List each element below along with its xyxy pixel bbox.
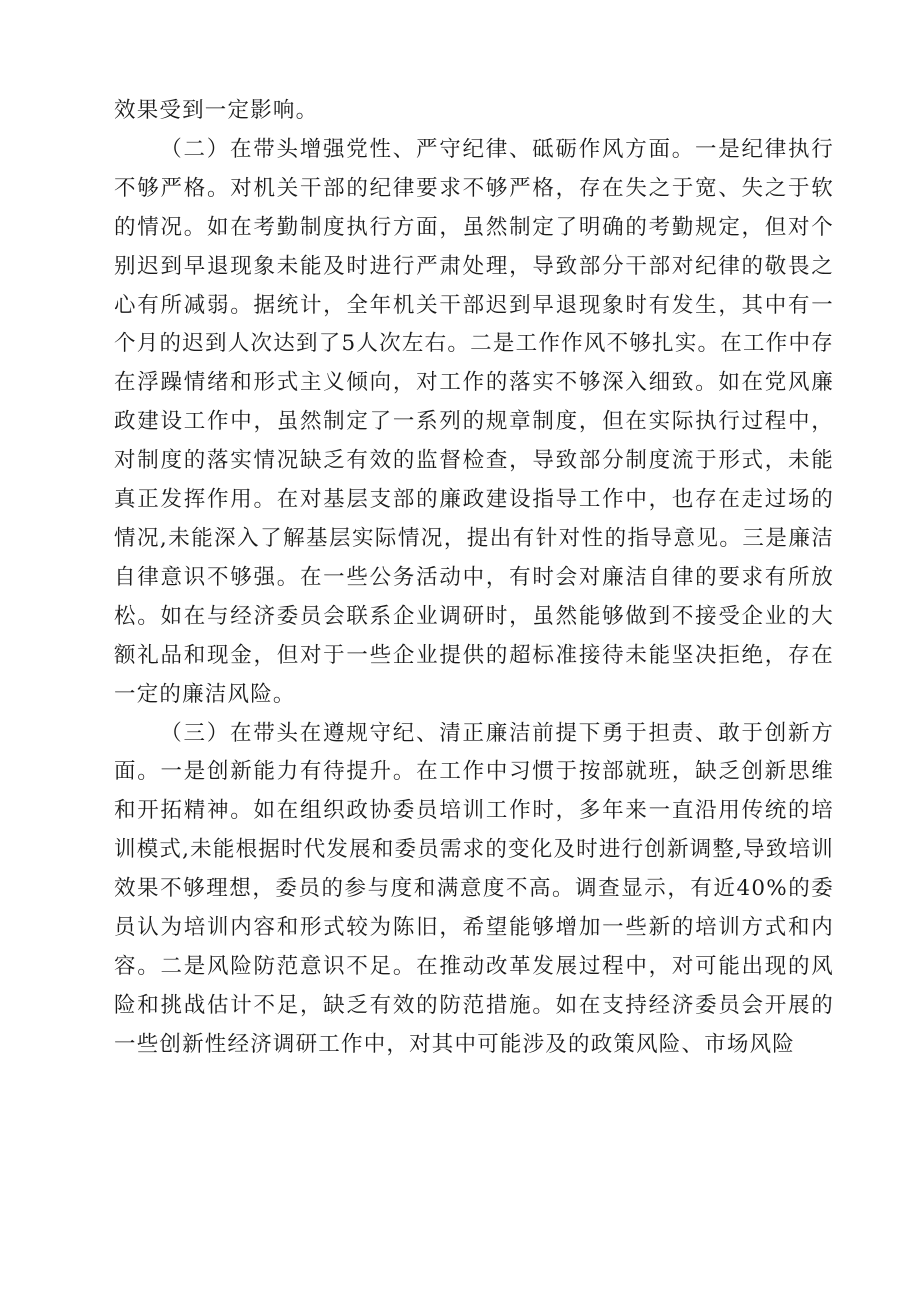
paragraph-section-two: （二）在带头增强党性、严守纪律、砥砺作风方面。一是纪律执行不够严格。对机关干部的纪律要求不够严格，存在失之于宽、失之于软的情况。如在考勤制度执行方面，虽然制定了明确的考勤规定，但对个别迟到早退现象未能及时进行严肃处理，导致部分干部对纪律的敬畏之心有所减弱。据统计，全年机关干部迟到早退现象时有发生，其中有一个月的迟到人次达到了5人次左右。二是工作作风不够扎实。在工作中存在浮躁情绪和形式主义倾向，对工作的落实不够深入细致。如在党风廉政建设工作中，虽然制定了一系列的规章制度，但在实际执行过程中，对制度的落实情况缺乏有效的监督检查，导致部分制度流于形式，未能真正发挥作用。在对基层支部的廉政建设指导工作中，也存在走过场的情况,未能深入了解基层实际情况，提出有针对性的指导意见。三是廉洁自律意识不够强。在一些公务活动中，有时会对廉洁自律的要求有所放松。如在与经济委员会联系企业调研时，虽然能够做到不接受企业的大额礼品和现金，但对于一些企业提供的超标准接待未能坚决拒绝，存在一定的廉洁风险。 [114, 136, 834, 707]
paragraph-section-three: （三）在带头在遵规守纪、清正廉洁前提下勇于担责、敢于创新方面。一是创新能力有待提升。在工作中习惯于按部就班，缺乏创新思维和开拓精神。如在组织政协委员培训工作时，多年来一直沿用传统的培训模式,未能根据时代发展和委员需求的变化及时进行创新调整,导致培训效果不够理想，委员的参与度和满意度不高。调查显示，有近40%的委员认为培训内容和形式较为陈旧，希望能够增加一些新的培训方式和内容。二是风险防范意识不足。在推动改革发展过程中，对可能出现的风险和挑战估计不足，缺乏有效的防范措施。如在支持经济委员会开展的一些创新性经济调研工作中，对其中可能涉及的政策风险、市场风险 [114, 720, 834, 1057]
document-body [114, 92, 834, 1065]
paragraph-continuation: 效果受到一定影响。 [114, 98, 319, 123]
